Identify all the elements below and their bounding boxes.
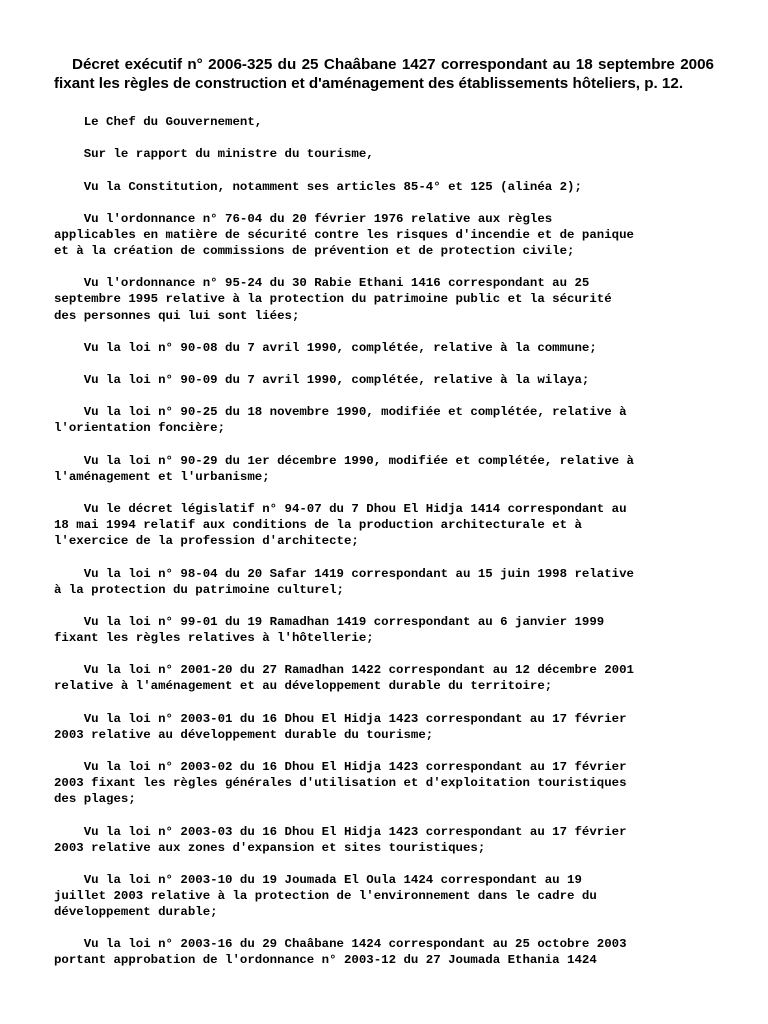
- paragraph-loi-90-09: Vu la loi n° 90-09 du 7 avril 1990, complétée, relative à la wilaya;: [54, 373, 590, 388]
- paragraph-loi-2003-03: Vu la loi n° 2003-03 du 16 Dhou El Hidja 1423 correspondant au 17 février 2003 relative aux zones d'expansion et sites touristiques;: [54, 824, 627, 855]
- paragraph-loi-2003-01: Vu la loi n° 2003-01 du 16 Dhou El Hidja 1423 correspondant au 17 février 2003 relative au développement durable du tourisme;: [54, 711, 627, 742]
- paragraph-loi-98-04: Vu la loi n° 98-04 du 20 Safar 1419 correspondant au 15 juin 1998 relative à la protection du patrimoine culturel;: [54, 566, 634, 597]
- paragraph-loi-2003-10: Vu la loi n° 2003-10 du 19 Joumada El Oula 1424 correspondant au 19 juillet 2003 relative à la protection de l'environnement dans le cadre du développement durable;: [54, 872, 597, 920]
- paragraph-ordonnance-95-24: Vu l'ordonnance n° 95-24 du 30 Rabie Ethani 1416 correspondant au 25 septembre 1995 relative à la protection du patrimoine public et la sécurité des personnes qui lui sont liées;: [54, 276, 612, 323]
- document-title: Décret exécutif n° 2006-325 du 25 Chaâbane 1427 correspondant au 18 septembre 2006 fixant les règles de construction et d'aménagement des établissements hôteliers, p. 12.: [54, 56, 714, 92]
- paragraph-constitution: Vu la Constitution, notamment ses articles 85-4° et 125 (alinéa 2);: [54, 179, 582, 194]
- paragraph-decret-94-07: Vu le décret législatif n° 94-07 du 7 Dhou El Hidja 1414 correspondant au 18 mai 1994 relatif aux conditions de la production architecturale et à l'exercice de la profession d'architecte;: [54, 502, 627, 549]
- paragraph-rapport-ministre: Sur le rapport du ministre du tourisme,: [54, 147, 374, 162]
- paragraph-loi-90-08: Vu la loi n° 90-08 du 7 avril 1990, complétée, relative à la commune;: [54, 340, 597, 355]
- paragraph-loi-90-25: Vu la loi n° 90-25 du 18 novembre 1990, modifiée et complétée, relative à l'orientation foncière;: [54, 405, 627, 436]
- paragraph-loi-2003-02: Vu la loi n° 2003-02 du 16 Dhou El Hidja 1423 correspondant au 17 février 2003 fixant les règles générales d'utilisation et d'exploitation touristiques des plages;: [54, 760, 627, 807]
- paragraph-loi-2003-16: Vu la loi n° 2003-16 du 29 Chaâbane 1424 correspondant au 25 octobre 2003 portant approbation de l'ordonnance n° 2003-12 du 27 Joumada Ethania 1424: [54, 937, 627, 968]
- paragraph-ordonnance-76-04: Vu l'ordonnance n° 76-04 du 20 février 1976 relative aux règles applicables en matière de sécurité contre les risques d'incendie et de panique et à la création de commissions de prévention et de protection civile;: [54, 211, 634, 259]
- paragraph-loi-2001-20: Vu la loi n° 2001-20 du 27 Ramadhan 1422 correspondant au 12 décembre 2001 relative à l'aménagement et au développement durable du territoire;: [54, 663, 634, 694]
- paragraph-chef-du-gouvernement: Le Chef du Gouvernement,: [54, 115, 263, 129]
- paragraph-loi-90-29: Vu la loi n° 90-29 du 1er décembre 1990, modifiée et complétée, relative à l'aménagement et l'urbanisme;: [54, 453, 634, 484]
- paragraph-loi-99-01: Vu la loi n° 99-01 du 19 Ramadhan 1419 correspondant au 6 janvier 1999 fixant les règles relatives à l'hôtellerie;: [54, 614, 605, 646]
- document-body: [54, 114, 714, 985]
